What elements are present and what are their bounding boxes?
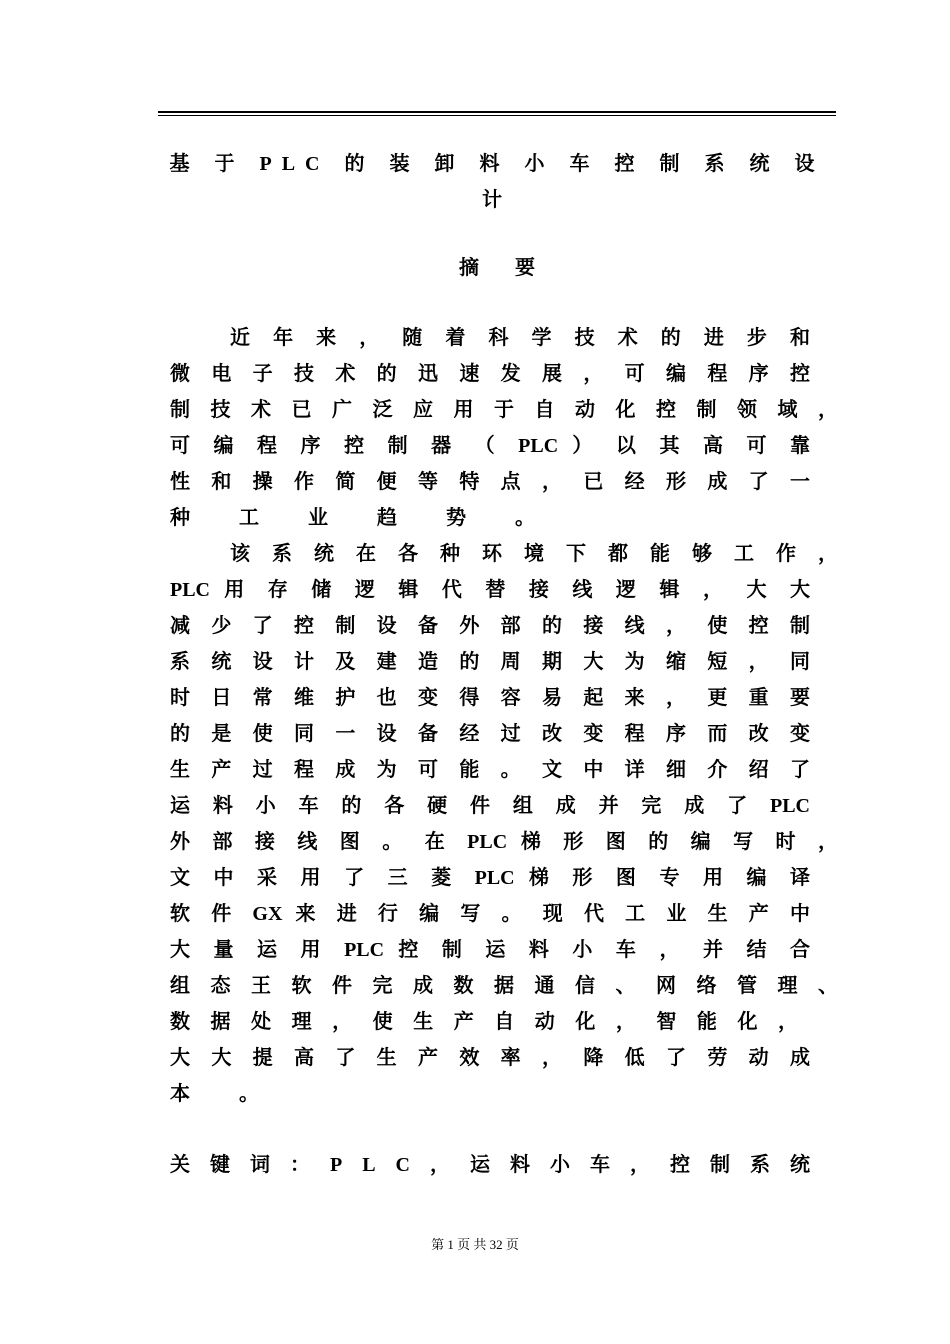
para2-line-5: 时 日 常 维 护 也 变 得 容 易 起 来 ， 更 重 要 <box>170 687 810 709</box>
document-title <box>158 146 836 218</box>
para2-line-14: 数 据 处 理 ， 使 生 产 自 动 化 ， 智 能 化 ， <box>170 1011 798 1033</box>
header-rule-thick <box>158 111 836 113</box>
para1-line-6: 种 工 业 趋 势 。 <box>170 507 557 529</box>
para2-line-10: 文 中 采 用 了 三 菱 PLC 梯 形 图 专 用 编 译 <box>170 867 810 889</box>
para2-line-15: 大 大 提 高 了 生 产 效 率 ， 降 低 了 劳 动 成 <box>170 1047 810 1069</box>
para2-line-7: 生 产 过 程 成 为 可 能 。 文 中 详 细 介 绍 了 <box>170 759 810 781</box>
para2-line-11: 软 件 GX 来 进 行 编 写 。 现 代 工 业 生 产 中 <box>170 903 810 925</box>
para2-line-13: 组 态 王 软 件 完 成 数 据 通 信 、 网 络 管 理 、 <box>170 975 838 997</box>
page-footer: 第 1 页 共 32 页 <box>431 1237 519 1252</box>
para2-line-16: 本 。 <box>170 1083 281 1105</box>
title-line-1: 基 于 PLC 的 装 卸 料 小 车 控 制 系 统 设 <box>169 153 825 175</box>
para1-line-3: 制 技 术 已 广 泛 应 用 于 自 动 化 控 制 领 域 ， <box>170 399 838 421</box>
keywords: 关键词：PLC，运料小车，控制系统 <box>170 1154 830 1176</box>
para2-line-6: 的 是 使 同 一 设 备 经 过 改 变 程 序 而 改 变 <box>170 723 810 745</box>
para2-line-2: PLC 用 存 储 逻 辑 代 替 接 线 逻 辑 ， 大 大 <box>170 579 810 601</box>
header-rule-thin <box>158 115 836 116</box>
abstract-heading: 摘要 <box>459 257 571 279</box>
title-line-2: 计 <box>482 189 512 211</box>
para2-line-1: 该 系 统 在 各 种 环 境 下 都 能 够 工 作 ， <box>230 543 838 565</box>
para1-line-2: 微 电 子 技 术 的 迅 速 发 展 ， 可 编 程 序 控 <box>170 363 810 385</box>
para1-line-4: 可 编 程 序 控 制 器 （ PLC ） 以 其 高 可 靠 <box>170 435 810 457</box>
para2-line-4: 系 统 设 计 及 建 造 的 周 期 大 为 缩 短 ， 同 <box>170 651 810 673</box>
para2-line-3: 减 少 了 控 制 设 备 外 部 的 接 线 ， 使 控 制 <box>170 615 810 637</box>
para2-line-8: 运 料 小 车 的 各 硬 件 组 成 并 完 成 了 PLC <box>170 795 810 817</box>
para1-line-1: 近 年 来 ， 随 着 科 学 技 术 的 进 步 和 <box>230 327 810 349</box>
para2-line-9: 外 部 接 线 图 。 在 PLC 梯 形 图 的 编 写 时 ， <box>170 831 838 853</box>
para2-line-12: 大 量 运 用 PLC 控 制 运 料 小 车 ， 并 结 合 <box>170 939 810 961</box>
para1-line-5: 性 和 操 作 简 便 等 特 点 ， 已 经 形 成 了 一 <box>170 471 810 493</box>
